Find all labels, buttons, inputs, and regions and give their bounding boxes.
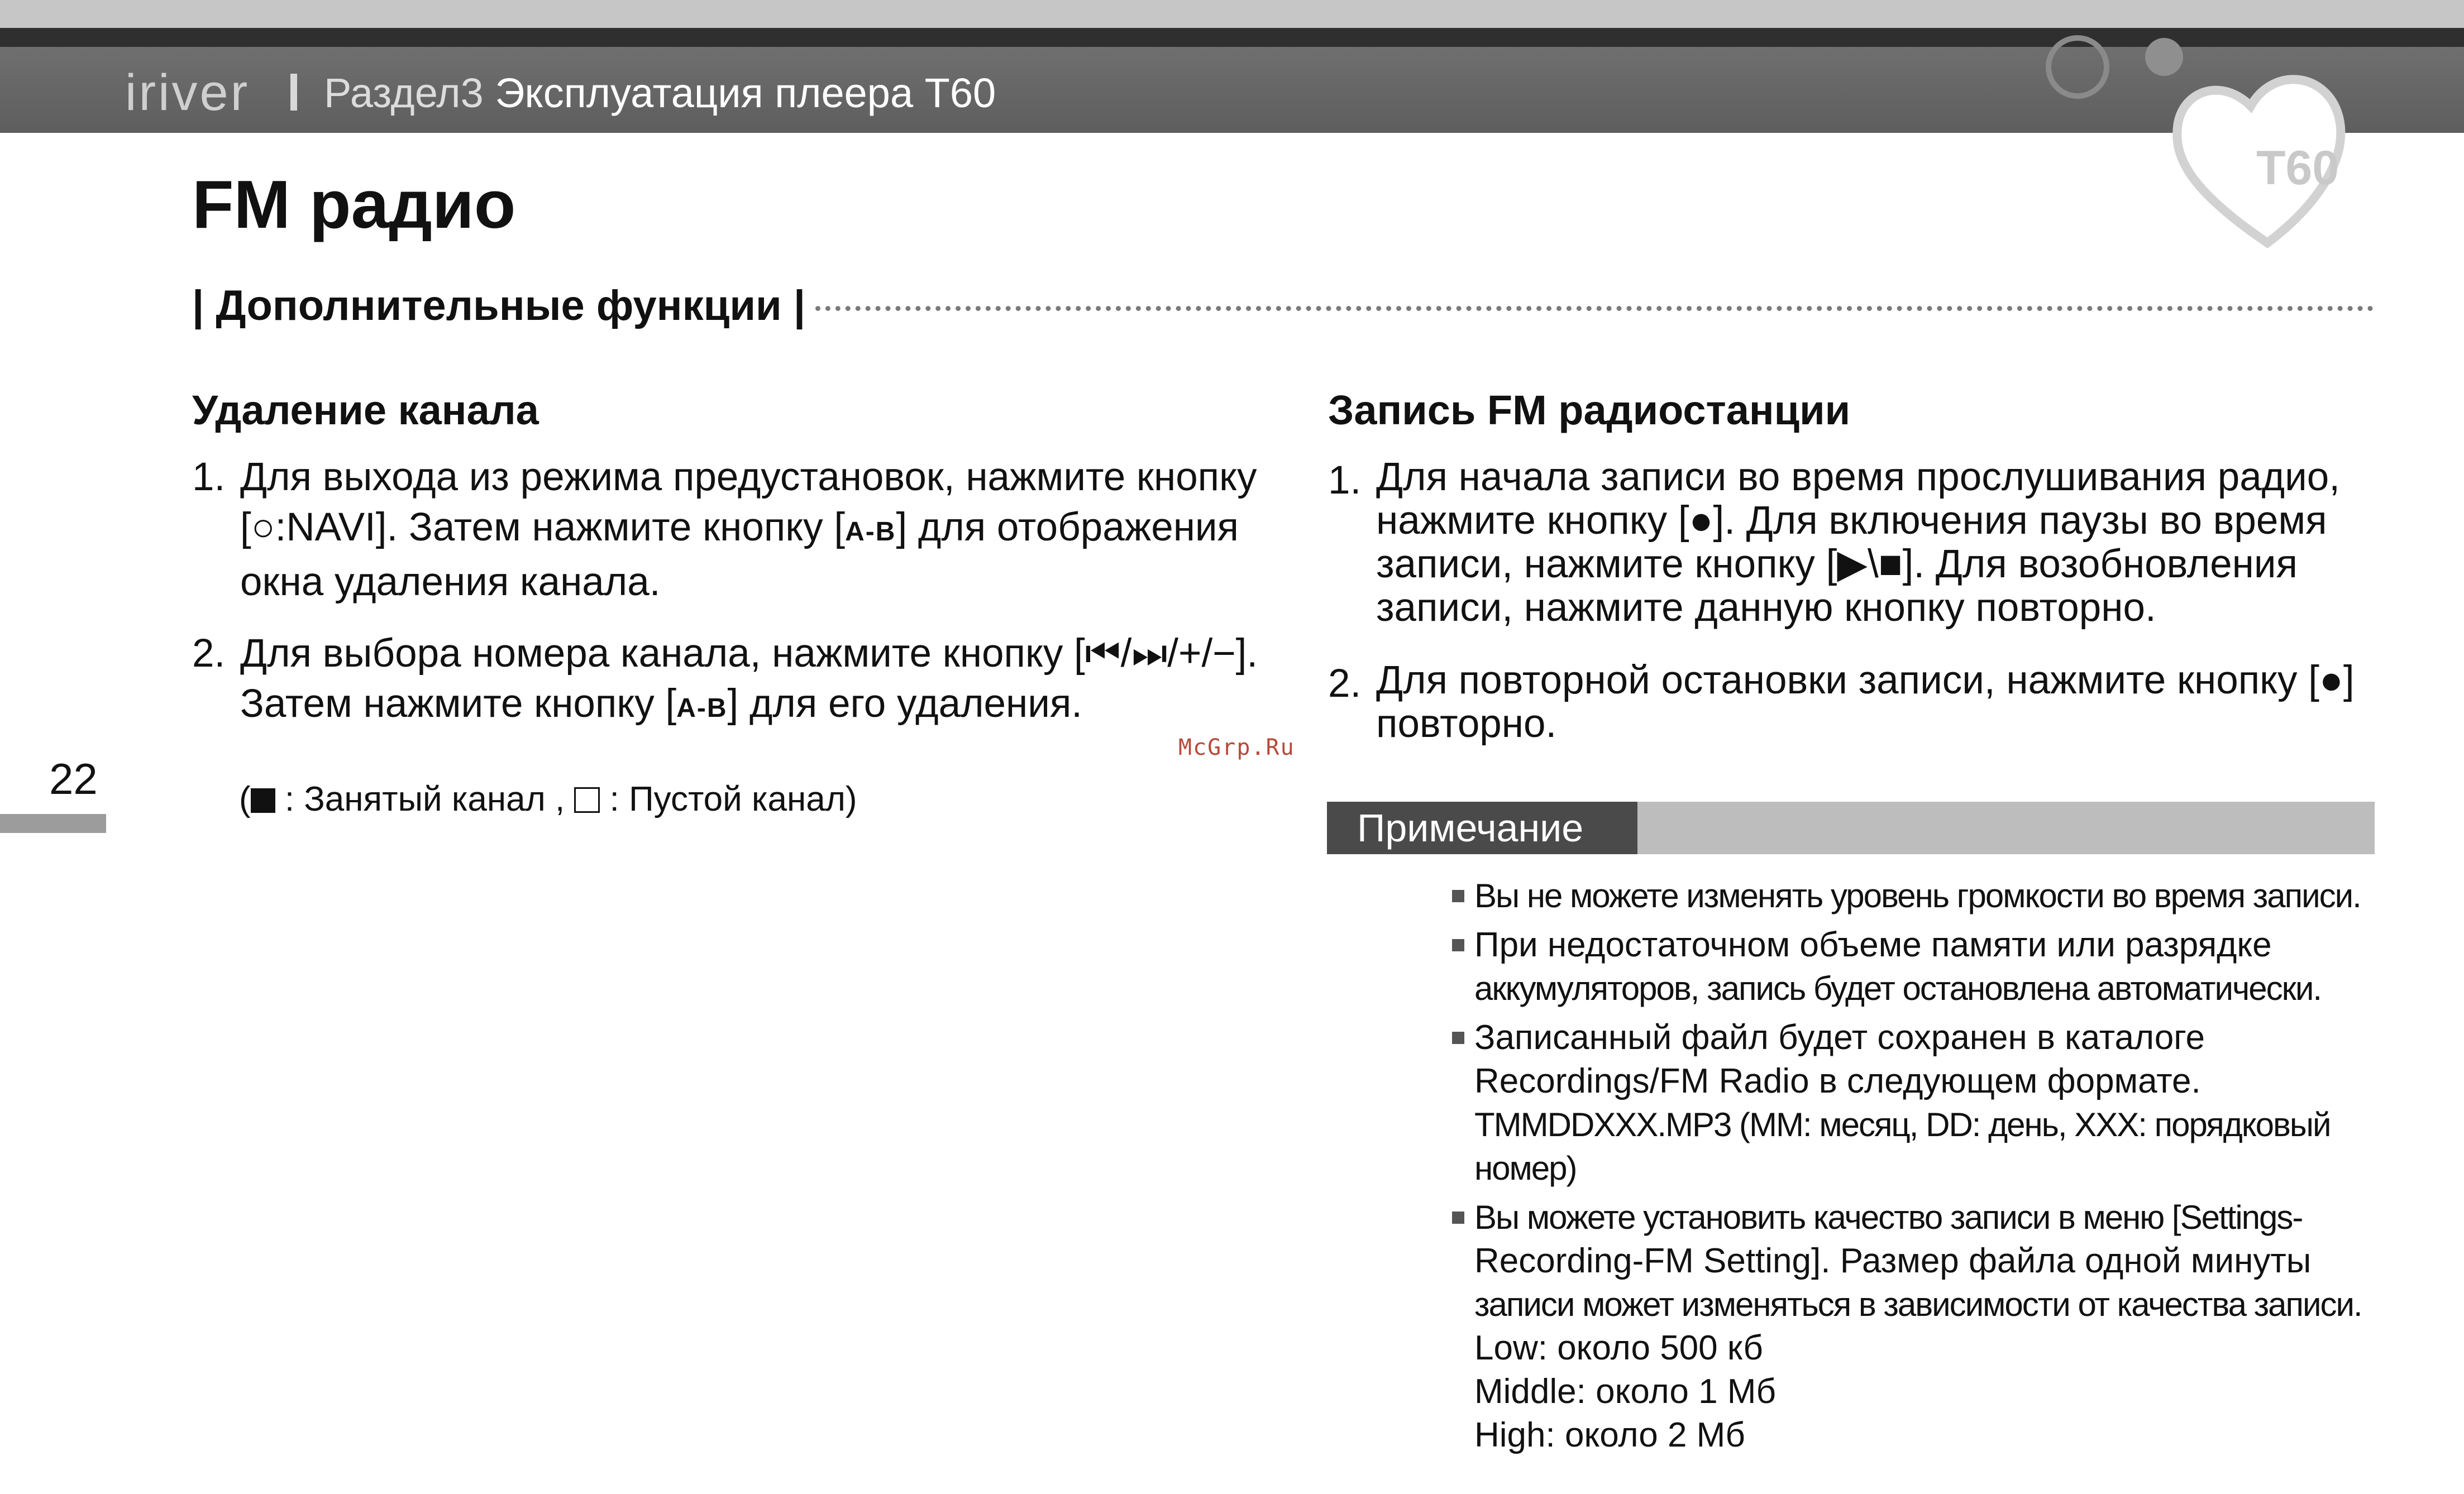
subsection-title: | Дополнительные функции | [192,282,806,329]
step-text: Для выхода из режима предустановок, нажмите кнопку [○:NAVI]. Затем нажмите кнопку [A-B] для отображения окна удаления канала. [240,455,1257,604]
t60-heart-logo-icon [1988,22,2390,257]
step-number: 2. [192,631,226,676]
left-heading: Удаление канала [192,387,539,433]
notes-list [1452,874,2379,1463]
page-title: FM радио [192,166,516,242]
step-number: 1. [192,455,226,499]
breadcrumb-section: Раздел3 [324,70,484,116]
note-item: Записанный файл будет сохранен в каталоге Recordings/FM Radio в следующем формате. TMMDDXXX.MP3 (MM: месяц, DD: день, XXX: порядковый номер) [1452,1016,2379,1190]
step-number: 1. [1328,458,1362,502]
page-number-bar [0,814,106,833]
note-item: Вы можете установить качество записи в меню [Settings- Recording-FM Setting]. Размер файла одной минуты записи может изменяться в зависимости от качества записи. Low: около 500 кб Middle: около 1 Мб High: около 2 Мб [1452,1196,2379,1457]
header-separator [290,74,297,111]
bullet-icon [1452,939,1464,951]
brand-logo: iriver [125,64,250,121]
step-text: Для начала записи во время прослушивания радио, нажмите кнопку [●]. Для включения паузы во время записи, нажмите кнопку [▶\■]. Для возобновления записи, нажмите данную кнопку повторно. [1376,455,2340,630]
note-item: Вы не можете изменять уровень громкости во время записи. [1452,874,2379,918]
bullet-icon [1452,890,1464,902]
step-number: 2. [1328,662,1362,706]
watermark: McGrp.Ru [1178,735,1295,760]
logo-text: T60 [2256,141,2339,195]
step-text: Для повторной остановки записи, нажмите кнопку [●] повторно. [1376,658,2355,746]
bullet-icon [1452,1032,1464,1044]
empty-square-icon [574,787,600,813]
note-item: При недостаточном объеме памяти или разрядке аккумуляторов, запись будет остановлена автоматически. [1452,923,2379,1011]
dotted-rule [815,306,2374,311]
filled-square-icon [251,788,275,813]
bullet-icon [1452,1212,1464,1224]
breadcrumb [324,69,996,117]
page-number: 22 [49,754,98,803]
ab-key-icon: A-B [845,517,896,547]
ab-key-icon: A-B [676,693,728,723]
note-label: Примечание [1327,802,1637,854]
right-heading: Запись FM радиостанции [1328,387,1851,433]
channel-legend: ( : Занятый канал , : Пустой канал) [239,780,857,818]
breadcrumb-title: Эксплуатация плеера T60 [495,70,996,116]
step-text: Для выбора номера канала, нажмите кнопку [⏮/⏭/+/−]. Затем нажмите кнопку [A-B] для его удаления. [240,631,1258,726]
